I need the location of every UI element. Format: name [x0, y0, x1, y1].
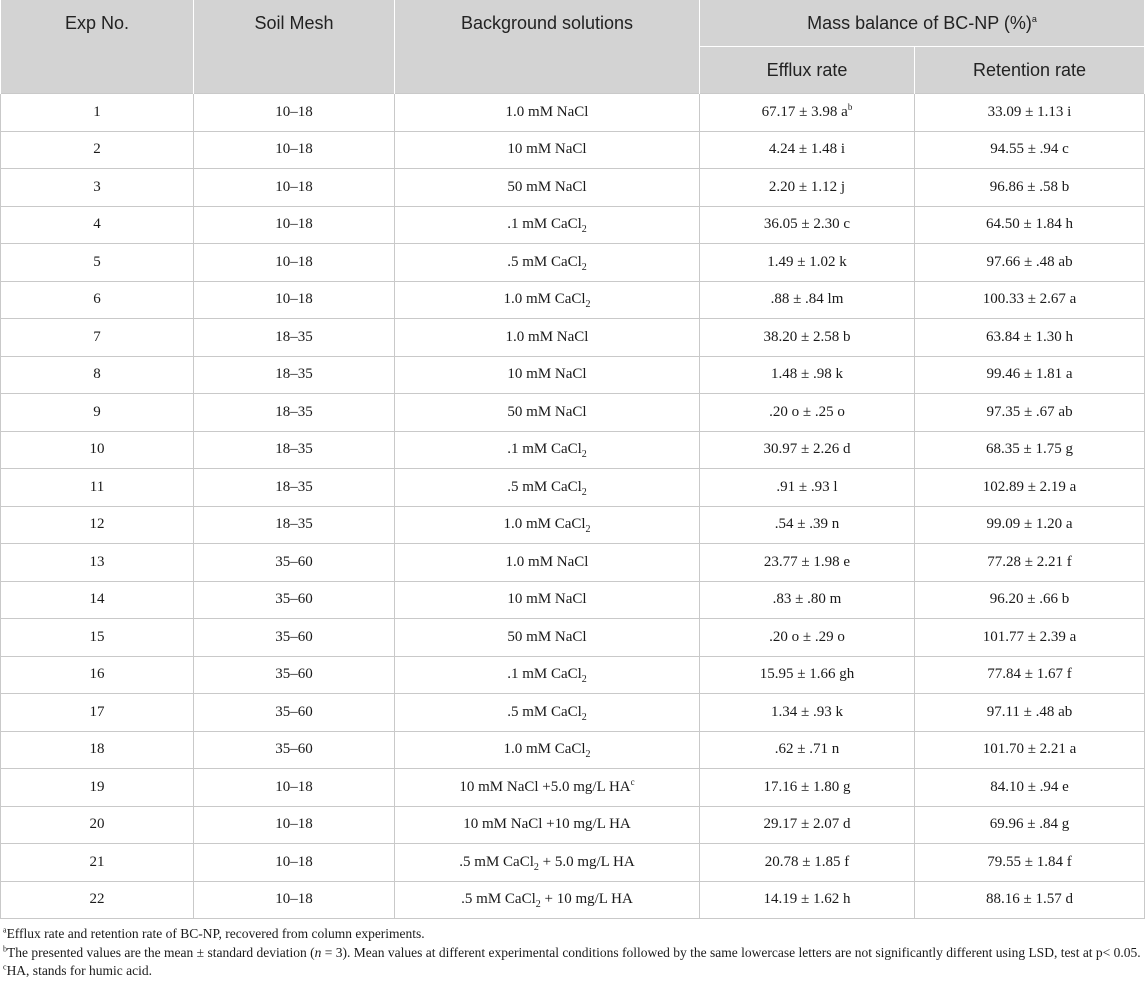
cell-exp-no: 12 [1, 506, 194, 544]
header-background-solutions: Background solutions [395, 0, 700, 94]
efflux-value: 1.48 ± .98 k [771, 366, 843, 383]
solution-text: .1 mM CaCl [507, 666, 582, 683]
cell-soil-mesh: 18–35 [194, 356, 395, 394]
cell-background-solution [395, 506, 700, 544]
cell-retention-rate: 96.20 ± .66 b [915, 581, 1145, 619]
cell-exp-no: 17 [1, 694, 194, 732]
cell-soil-mesh: 10–18 [194, 881, 395, 919]
cell-exp-no: 21 [1, 844, 194, 882]
cell-efflux-rate [700, 694, 915, 732]
cell-background-solution [395, 356, 700, 394]
cell-background-solution [395, 881, 700, 919]
cell-background-solution [395, 131, 700, 169]
cell-exp-no: 15 [1, 619, 194, 657]
header-efflux-rate: Efflux rate [700, 47, 915, 94]
cell-retention-rate: 97.11 ± .48 ab [915, 694, 1145, 732]
solution-text: 1.0 mM CaCl [503, 516, 586, 533]
cell-soil-mesh: 10–18 [194, 206, 395, 244]
efflux-value: .20 o ± .25 o [769, 403, 845, 420]
solution-text: .5 mM CaCl [507, 478, 582, 495]
cell-efflux-rate [700, 806, 915, 844]
table-row [1, 169, 1145, 207]
cell-exp-no: 2 [1, 131, 194, 169]
solution-text: 50 mM NaCl [507, 178, 587, 195]
footnotes [0, 919, 1145, 981]
footnote-b: $^b$The presented values are the mean ± standard deviation (n = 3). Mean values at different experimental conditions followed by the same lowercase letters are not significantly different using LSD, test at p< 0.05. [3, 944, 1141, 960]
table-row [1, 506, 1145, 544]
cell-soil-mesh: 18–35 [194, 431, 395, 469]
cell-retention-rate: 77.84 ± 1.67 f [915, 656, 1145, 694]
cell-retention-rate: 99.09 ± 1.20 a [915, 506, 1145, 544]
solution-text: .5 mM CaCl [507, 253, 582, 270]
efflux-footnote-mark: b [847, 101, 853, 112]
cell-soil-mesh: 10–18 [194, 94, 395, 132]
cell-retention-rate: 77.28 ± 2.21 f [915, 544, 1145, 582]
table-row [1, 431, 1145, 469]
cell-exp-no: 13 [1, 544, 194, 582]
cell-efflux-rate [700, 619, 915, 657]
cell-efflux-rate [700, 94, 915, 132]
solution-text: 1.0 mM NaCl [505, 328, 589, 345]
solution-text: 10 mM NaCl [507, 366, 587, 383]
cell-retention-rate: 96.86 ± .58 b [915, 169, 1145, 207]
cell-retention-rate: 97.66 ± .48 ab [915, 244, 1145, 282]
cell-efflux-rate [700, 206, 915, 244]
cell-exp-no: 7 [1, 319, 194, 357]
cell-retention-rate: 99.46 ± 1.81 a [915, 356, 1145, 394]
efflux-value: 4.24 ± 1.48 i [768, 141, 846, 158]
cell-exp-no: 3 [1, 169, 194, 207]
cell-exp-no: 20 [1, 806, 194, 844]
efflux-value: 2.20 ± 1.12 j [768, 178, 846, 195]
cell-soil-mesh: 35–60 [194, 656, 395, 694]
cell-retention-rate: 88.16 ± 1.57 d [915, 881, 1145, 919]
solution-subscript: 2 [581, 674, 587, 686]
efflux-value: 36.05 ± 2.30 c [763, 216, 851, 233]
cell-efflux-rate [700, 281, 915, 319]
cell-soil-mesh: 10–18 [194, 769, 395, 807]
solution-subscript: 2 [581, 224, 587, 236]
cell-exp-no: 14 [1, 581, 194, 619]
cell-soil-mesh: 35–60 [194, 544, 395, 582]
table-row [1, 619, 1145, 657]
cell-background-solution [395, 581, 700, 619]
solution-tail: + 10 mg/L HA [540, 891, 633, 908]
cell-retention-rate: 97.35 ± .67 ab [915, 394, 1145, 432]
table-row [1, 581, 1145, 619]
cell-soil-mesh: 18–35 [194, 319, 395, 357]
table-row [1, 206, 1145, 244]
cell-exp-no: 9 [1, 394, 194, 432]
solution-subscript: 2 [585, 749, 591, 761]
cell-soil-mesh: 35–60 [194, 619, 395, 657]
cell-background-solution [395, 206, 700, 244]
cell-retention-rate: 69.96 ± .84 g [915, 806, 1145, 844]
cell-soil-mesh: 35–60 [194, 581, 395, 619]
table-row [1, 356, 1145, 394]
table-row [1, 281, 1145, 319]
cell-soil-mesh: 10–18 [194, 844, 395, 882]
cell-soil-mesh: 10–18 [194, 281, 395, 319]
solution-footnote-mark: c [630, 776, 635, 787]
cell-retention-rate: 100.33 ± 2.67 a [915, 281, 1145, 319]
cell-efflux-rate [700, 844, 915, 882]
table-row [1, 806, 1145, 844]
cell-soil-mesh: 35–60 [194, 731, 395, 769]
cell-efflux-rate [700, 656, 915, 694]
efflux-value: 1.49 ± 1.02 k [767, 253, 847, 270]
solution-text: 10 mM NaCl [507, 591, 587, 608]
cell-background-solution [395, 319, 700, 357]
efflux-value: .20 o ± .29 o [769, 628, 845, 645]
cell-exp-no: 4 [1, 206, 194, 244]
solution-text: 1.0 mM NaCl [505, 553, 589, 570]
efflux-value: 14.19 ± 1.62 h [763, 891, 851, 908]
cell-soil-mesh: 10–18 [194, 169, 395, 207]
cell-exp-no: 10 [1, 431, 194, 469]
efflux-value: 15.95 ± 1.66 gh [759, 666, 855, 683]
solution-text: .1 mM CaCl [507, 216, 582, 233]
footnote-c: $^c$HA, stands for humic acid. [3, 962, 153, 978]
cell-efflux-rate [700, 469, 915, 507]
cell-retention-rate: 94.55 ± .94 c [915, 131, 1145, 169]
cell-background-solution [395, 694, 700, 732]
cell-background-solution [395, 844, 700, 882]
solution-subscript: 2 [581, 449, 587, 461]
table-row [1, 131, 1145, 169]
solution-subscript: 2 [581, 711, 587, 723]
cell-exp-no: 11 [1, 469, 194, 507]
solution-subscript: 2 [585, 299, 591, 311]
cell-soil-mesh: 10–18 [194, 131, 395, 169]
cell-soil-mesh: 35–60 [194, 694, 395, 732]
cell-exp-no: 8 [1, 356, 194, 394]
solution-subscript: 2 [581, 261, 587, 273]
cell-efflux-rate [700, 769, 915, 807]
cell-retention-rate: 101.77 ± 2.39 a [915, 619, 1145, 657]
cell-exp-no: 16 [1, 656, 194, 694]
efflux-value: 17.16 ± 1.80 g [763, 778, 851, 795]
cell-retention-rate: 64.50 ± 1.84 h [915, 206, 1145, 244]
header-exp-no: Exp No. [1, 0, 194, 94]
efflux-value: .88 ± .84 lm [770, 291, 844, 308]
table-row [1, 731, 1145, 769]
efflux-value: 23.77 ± 1.98 e [763, 553, 851, 570]
cell-exp-no: 18 [1, 731, 194, 769]
cell-efflux-rate [700, 881, 915, 919]
cell-efflux-rate [700, 169, 915, 207]
solution-text: 50 mM NaCl [507, 628, 587, 645]
efflux-value: .54 ± .39 n [774, 516, 840, 533]
table-row [1, 544, 1145, 582]
cell-soil-mesh: 18–35 [194, 394, 395, 432]
cell-retention-rate: 102.89 ± 2.19 a [915, 469, 1145, 507]
cell-background-solution [395, 94, 700, 132]
cell-retention-rate: 68.35 ± 1.75 g [915, 431, 1145, 469]
efflux-value: 67.17 ± 3.98 a [761, 103, 848, 120]
cell-background-solution [395, 281, 700, 319]
solution-subscript: 2 [535, 899, 541, 911]
cell-background-solution [395, 431, 700, 469]
cell-soil-mesh: 18–35 [194, 506, 395, 544]
cell-retention-rate: 33.09 ± 1.13 i [915, 94, 1145, 132]
cell-soil-mesh: 18–35 [194, 469, 395, 507]
efflux-value: 30.97 ± 2.26 d [763, 441, 851, 458]
cell-background-solution [395, 806, 700, 844]
cell-background-solution [395, 244, 700, 282]
cell-background-solution [395, 731, 700, 769]
solution-text: 10 mM NaCl +10 mg/L HA [463, 816, 631, 833]
cell-background-solution [395, 394, 700, 432]
cell-background-solution [395, 619, 700, 657]
cell-background-solution [395, 656, 700, 694]
cell-retention-rate: 84.10 ± .94 e [915, 769, 1145, 807]
header-soil-mesh: Soil Mesh [194, 0, 395, 94]
efflux-value: .83 ± .80 m [772, 591, 842, 608]
table-row [1, 469, 1145, 507]
cell-exp-no: 1 [1, 94, 194, 132]
efflux-value: 20.78 ± 1.85 f [764, 853, 850, 870]
cell-efflux-rate [700, 506, 915, 544]
cell-efflux-rate [700, 431, 915, 469]
header-retention-rate: Retention rate [915, 47, 1145, 94]
cell-efflux-rate [700, 244, 915, 282]
table-row [1, 656, 1145, 694]
cell-exp-no: 5 [1, 244, 194, 282]
solution-text: 1.0 mM CaCl [503, 741, 586, 758]
solution-tail: + 5.0 mg/L HA [538, 853, 635, 870]
table-row [1, 94, 1145, 132]
solution-subscript: 2 [585, 524, 591, 536]
table-row [1, 881, 1145, 919]
solution-text: 10 mM NaCl +5.0 mg/L HA [459, 778, 631, 795]
cell-soil-mesh: 10–18 [194, 244, 395, 282]
cell-efflux-rate [700, 356, 915, 394]
cell-background-solution [395, 469, 700, 507]
solution-text: 50 mM NaCl [507, 403, 587, 420]
solution-text: 1.0 mM NaCl [505, 103, 589, 120]
solution-subscript: 2 [533, 861, 539, 873]
table-row [1, 319, 1145, 357]
solution-text: 10 mM NaCl [507, 141, 587, 158]
table-body [1, 94, 1145, 919]
table-row [1, 394, 1145, 432]
cell-exp-no: 6 [1, 281, 194, 319]
cell-soil-mesh: 10–18 [194, 806, 395, 844]
table-row [1, 694, 1145, 732]
cell-retention-rate: 79.55 ± 1.84 f [915, 844, 1145, 882]
cell-efflux-rate [700, 544, 915, 582]
cell-efflux-rate [700, 319, 915, 357]
solution-text: .5 mM CaCl [507, 703, 582, 720]
efflux-value: .91 ± .93 l [776, 478, 838, 495]
solution-text: .5 mM CaCl [461, 891, 536, 908]
efflux-value: 1.34 ± .93 k [771, 703, 843, 720]
table-row [1, 844, 1145, 882]
cell-background-solution [395, 169, 700, 207]
table-row [1, 244, 1145, 282]
solution-text: .5 mM CaCl [459, 853, 534, 870]
solution-text: 1.0 mM CaCl [503, 291, 586, 308]
cell-background-solution [395, 544, 700, 582]
header-mass-balance: Mass balance of BC-NP (%)$^a$ [700, 0, 1145, 47]
efflux-value: .62 ± .71 n [774, 741, 840, 758]
cell-efflux-rate [700, 394, 915, 432]
cell-retention-rate: 63.84 ± 1.30 h [915, 319, 1145, 357]
cell-efflux-rate [700, 581, 915, 619]
solution-subscript: 2 [581, 486, 587, 498]
cell-retention-rate: 101.70 ± 2.21 a [915, 731, 1145, 769]
efflux-value: 29.17 ± 2.07 d [763, 816, 851, 833]
cell-exp-no: 19 [1, 769, 194, 807]
efflux-value: 38.20 ± 2.58 b [763, 328, 851, 345]
solution-text: .1 mM CaCl [507, 441, 582, 458]
table-row [1, 769, 1145, 807]
header-mass-balance-footnote-mark: a [1031, 13, 1037, 24]
cell-exp-no: 22 [1, 881, 194, 919]
cell-efflux-rate [700, 131, 915, 169]
table-header [1, 0, 1145, 94]
footnote-a: $^a$Efflux rate and retention rate of BC-NP, recovered from column experiments. [3, 925, 425, 941]
cell-background-solution [395, 769, 700, 807]
cell-efflux-rate [700, 731, 915, 769]
